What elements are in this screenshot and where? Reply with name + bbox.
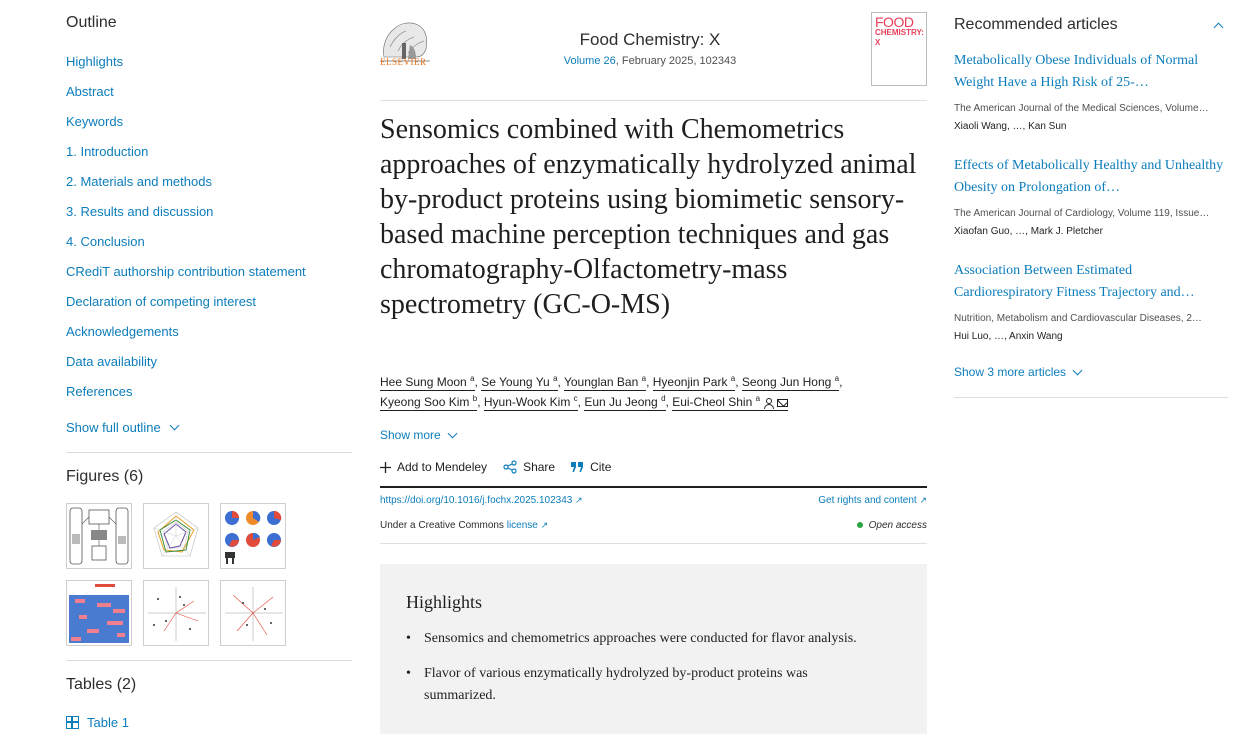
author-name: Hyeonjin Park <box>652 375 728 389</box>
recommended-header[interactable] <box>954 16 1228 34</box>
outline-item-abstract[interactable]: Abstract <box>66 84 114 99</box>
get-rights-link[interactable] <box>818 495 927 506</box>
recommended-article-link[interactable]: Association Between Estimated Cardiorespiratory Fitness Trajectory and… <box>954 263 1195 300</box>
divider <box>380 543 927 544</box>
author-affiliation: c <box>573 394 578 403</box>
highlight-item: • Sensomics and chemometrics approaches were conducted for flavor analysis. <box>406 628 866 650</box>
show-full-outline-label: Show full outline <box>66 420 161 435</box>
journal-meta <box>500 55 800 67</box>
author-name: Younglan Ban <box>563 375 639 389</box>
cite-label: Cite <box>590 460 612 474</box>
recommended-article <box>954 155 1228 260</box>
author-affiliation: b <box>472 394 478 403</box>
doi-link[interactable] <box>380 495 583 506</box>
figure-thumbnail-3[interactable] <box>220 503 286 569</box>
share-button[interactable] <box>503 460 555 474</box>
elsevier-wordmark: ELSEVIER <box>380 57 427 67</box>
journal-meta-rest: , February 2025, 102343 <box>615 55 737 67</box>
outline-item-materials-methods[interactable]: 2. Materials and methods <box>66 174 212 189</box>
author-affiliation: a <box>641 374 647 383</box>
divider <box>380 100 927 101</box>
author-link[interactable] <box>653 375 736 391</box>
author-link[interactable] <box>484 395 578 411</box>
author-name: Seong Jun Hong <box>741 375 832 389</box>
chevron-down-icon <box>447 428 457 438</box>
cover-line-2: CHEMISTRY: X <box>875 28 924 47</box>
recommended-article-link[interactable]: Effects of Metabolically Healthy and Unhealthy Obesity on Prolongation of… <box>954 158 1224 195</box>
quote-icon <box>571 462 584 472</box>
divider <box>954 397 1228 398</box>
highlights-list <box>406 628 901 707</box>
author-link[interactable] <box>564 375 646 391</box>
figure-thumbnail-5[interactable] <box>143 580 209 646</box>
outline-title: Outline <box>66 14 117 31</box>
recommended-article-authors: Xiaoli Wang, …, Kan Sun <box>954 121 1067 132</box>
plus-icon <box>380 462 391 473</box>
author-affiliation: a <box>553 374 558 383</box>
figures-title: Figures (6) <box>66 468 144 485</box>
add-to-mendeley-button[interactable] <box>380 460 487 474</box>
volume-link[interactable]: Volume 26 <box>563 55 616 67</box>
author-affiliation: a <box>730 374 736 383</box>
author-name: Hee Sung Moon <box>380 375 467 389</box>
recommended-list <box>954 50 1228 365</box>
author-name: Eui-Cheol Shin <box>672 395 753 409</box>
pie-charts-thumbnail-icon <box>221 504 285 568</box>
author-name: Kyeong Soo Kim <box>380 395 470 409</box>
outline-item-introduction[interactable]: 1. Introduction <box>66 144 149 159</box>
figure-thumbnail-1[interactable] <box>66 503 132 569</box>
outline-item-results-discussion[interactable]: 3. Results and discussion <box>66 204 214 219</box>
recommended-article <box>954 260 1228 365</box>
recommended-title: Recommended articles <box>954 16 1118 33</box>
journal-name[interactable]: Food Chemistry: X <box>579 30 721 49</box>
outline-item-conclusion[interactable]: 4. Conclusion <box>66 234 145 249</box>
share-icon <box>503 460 517 474</box>
external-link-icon: ↗ <box>575 495 583 505</box>
add-to-mendeley-label: Add to Mendeley <box>397 460 488 474</box>
author-affiliation: a <box>755 394 761 403</box>
show-more-articles-label: Show 3 more articles <box>954 365 1067 379</box>
outline-item-keywords[interactable]: Keywords <box>66 114 124 129</box>
highlights-section <box>380 564 927 734</box>
table-1-label: Table 1 <box>87 715 129 730</box>
article-main <box>380 0 927 734</box>
cite-button[interactable] <box>571 460 611 474</box>
author-name: Se Young Yu <box>481 375 550 389</box>
recommended-article-link[interactable]: Metabolically Obese Individuals of Normal Weight Have a High Risk of 25-… <box>954 53 1199 90</box>
cover-line-1: FOOD <box>875 14 914 30</box>
outline-item-data-availability[interactable]: Data availability <box>66 354 158 369</box>
show-full-outline-button[interactable] <box>66 420 178 435</box>
outline-item-acknowledgements[interactable]: Acknowledgements <box>66 324 179 339</box>
chevron-down-icon <box>1073 365 1083 375</box>
author-affiliation: a <box>834 374 840 383</box>
outline-item-highlights[interactable]: Highlights <box>66 54 124 69</box>
show-more-label: Show more <box>380 428 441 442</box>
license-prefix: Under a Creative Commons <box>380 520 504 531</box>
article-actions <box>380 460 611 474</box>
outline-list <box>66 52 306 412</box>
divider <box>66 452 352 453</box>
author-link-corresponding[interactable] <box>672 395 788 411</box>
tables-title: Tables (2) <box>66 676 137 693</box>
license-link[interactable] <box>507 520 548 531</box>
open-access-label: Open access <box>868 520 927 531</box>
recommended-article-authors: Xiaofan Guo, …, Mark J. Pletcher <box>954 226 1103 237</box>
highlights-title: Highlights <box>406 592 483 612</box>
outline-item-competing-interest[interactable]: Declaration of competing interest <box>66 294 257 309</box>
external-link-icon: ↗ <box>540 520 549 530</box>
divider <box>380 486 927 488</box>
recommended-article-source: The American Journal of Cardiology, Volume 119, Issue… <box>954 208 1210 219</box>
table-grid-icon <box>66 716 79 729</box>
author-name: Hyun-Wook Kim <box>483 395 571 409</box>
author-affiliation: a <box>470 374 475 383</box>
recommended-article-source: The American Journal of the Medical Sciences, Volume… <box>954 103 1209 114</box>
heatmap-thumbnail-icon <box>67 581 131 645</box>
divider <box>66 660 352 661</box>
author-link[interactable] <box>380 375 475 391</box>
radar-chart-thumbnail-icon <box>144 504 208 568</box>
person-icon <box>763 398 773 408</box>
mail-icon <box>777 399 788 407</box>
get-rights-text: Get rights and content <box>818 495 917 506</box>
license-row <box>380 520 927 531</box>
author-link[interactable] <box>584 395 665 411</box>
author-link[interactable] <box>481 375 557 391</box>
chevron-up-icon[interactable] <box>1214 22 1224 32</box>
highlight-item: • Flavor of various enzymatically hydrolyzed by-product proteins was summarized. <box>406 663 866 707</box>
license-text <box>380 520 548 531</box>
chevron-down-icon <box>169 421 179 431</box>
author-list: Hee Sung Moon $^a$, Se Young Yu $^a$, Younglan Ban $^a$, Hyeonjin Park $^a$, Seong Jun Hong $^a$, Kyeong Soo Kim $^b$, Hyun-Wook Kim $^c$, Eun Ju Jeong $^d$, Eui-Cheol Shin $^a$ <box>380 374 843 409</box>
outline-item-credit[interactable]: CRediT authorship contribution statement <box>66 264 306 279</box>
journal-cover[interactable] <box>871 12 927 86</box>
external-link-icon: ↗ <box>919 495 927 505</box>
author-link[interactable] <box>742 375 839 391</box>
outline-item-references[interactable]: References <box>66 384 133 399</box>
show-more-articles-button[interactable] <box>954 365 1081 379</box>
table-1-link[interactable] <box>66 715 129 730</box>
flow-diagram-thumbnail-icon <box>67 504 131 568</box>
share-label: Share <box>523 460 556 474</box>
figure-thumbnail-4[interactable] <box>66 580 132 646</box>
author-name: Eun Ju Jeong <box>584 395 658 409</box>
journal-info <box>500 30 800 67</box>
recommended-article-authors: Hui Luo, …, Anxin Wang <box>954 331 1063 342</box>
doi-row <box>380 495 927 506</box>
recommended-article-source: Nutrition, Metabolism and Cardiovascular Diseases, 2… <box>954 313 1202 324</box>
article-title: Sensomics combined with Chemometrics approaches of enzymatically hydrolyzed animal by-product proteins using biomimetic sensory-based machine perception techniques and gas chromatography-Olfactometry-mass spectrometry (GC-O-MS) <box>380 114 917 320</box>
open-access-badge <box>857 520 927 531</box>
figure-thumbnail-2[interactable] <box>143 503 209 569</box>
author-affiliation: d <box>661 394 666 403</box>
biplot-thumbnail-icon <box>144 581 208 645</box>
biplot-thumbnail-icon <box>221 581 285 645</box>
show-more-button[interactable] <box>380 428 456 442</box>
license-link-text: license <box>506 520 538 531</box>
recommended-article <box>954 50 1228 155</box>
doi-text: https://doi.org/10.1016/j.fochx.2025.102343 <box>380 495 573 506</box>
figure-thumbnail-6[interactable] <box>220 580 286 646</box>
open-access-dot-icon <box>857 522 863 528</box>
author-link[interactable] <box>380 395 477 411</box>
